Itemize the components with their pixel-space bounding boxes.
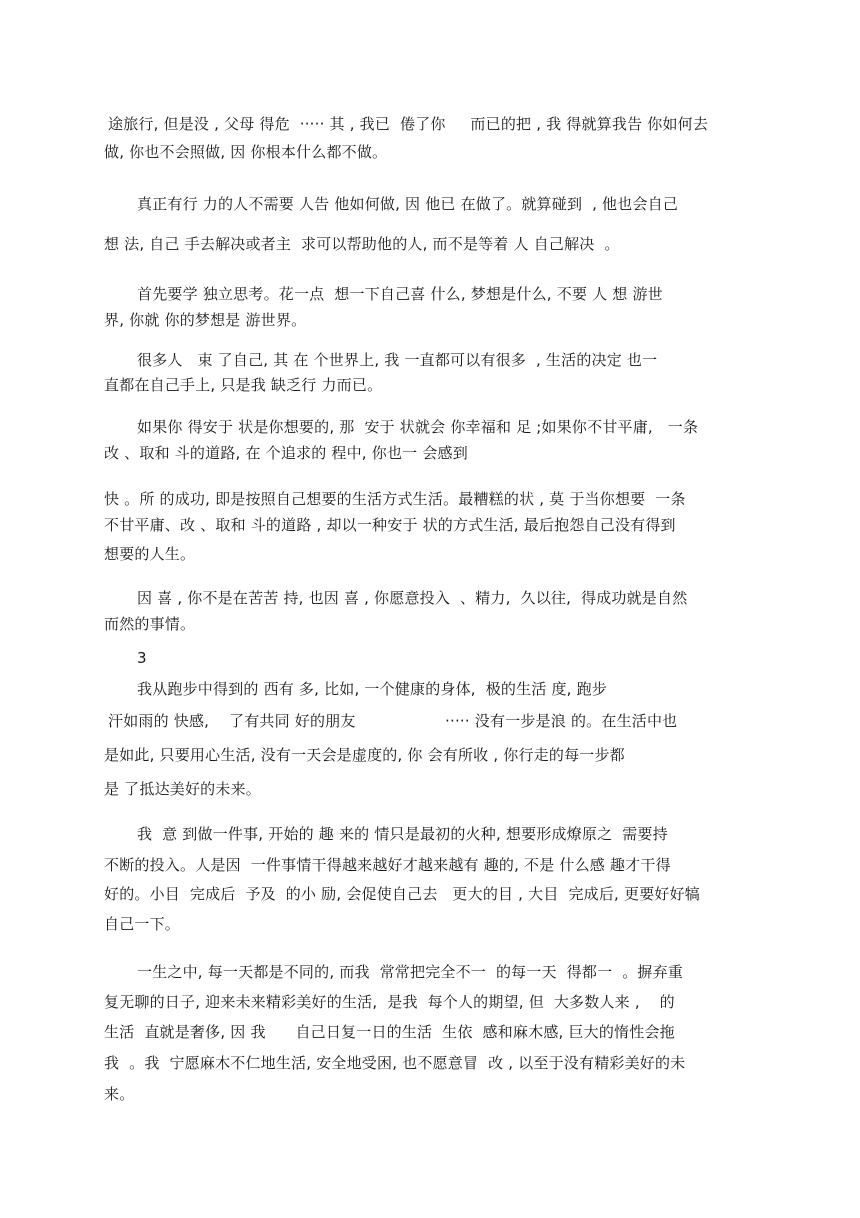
paragraph-6-line-3: 想要的人生。 — [104, 545, 196, 563]
paragraph-5-line-1: 如果你 得安于 状是你想要的, 那 安于 状就会 你幸福和 足 ;如果你不甘平庸, 一条 — [137, 418, 699, 436]
paragraph-2-line-2: 想 法, 自己 手去解决或者主 求可以帮助他的人, 而不是等着 人 自己解决 。 — [104, 235, 620, 253]
paragraph-8-line-4: 是 了抵达美好的未来。 — [104, 780, 261, 798]
paragraph-10-line-5: 来。 — [104, 1085, 135, 1103]
section-number: 3 — [137, 649, 147, 667]
paragraph-3-line-1: 首先要学 独立思考。花一点 想一下自己喜 什么, 梦想是什么, 不要 人 想 游世 — [137, 285, 663, 303]
paragraph-2-line-1: 真正有行 力的人不需要 人告 他如何做, 因 他已 在做了。就算碰到 , 他也会自己 — [137, 195, 679, 213]
paragraph-10-line-4: 我 。我 宁愿麻木不仁地生活, 安全地受困, 也不愿意冒 改 , 以至于没有精彩美好的未 — [104, 1054, 686, 1072]
paragraph-4-line-1: 很多人 束 了自己, 其 在 个世界上, 我 一直都可以有很多 , 生活的决定 也一 — [137, 351, 658, 369]
paragraph-6-line-2: 不甘平庸、改 、取和 斗的道路 , 却以一种安于 状的方式生活, 最后抱怨自己没有得到 — [104, 516, 676, 534]
paragraph-1-line-2: 做, 你也不会照做, 因 你根本什么都不做。 — [104, 143, 388, 161]
paragraph-8-line-2: 汗如雨的 快感, 了有共同 好的朋友 ····· 没有一步是浪 的。在生活中也 — [108, 712, 678, 730]
paragraph-10-line-3: 生活 直就是奢侈, 因 我 自己日复一日的生活 生依 感和麻木感, 巨大的惰性会拖 — [104, 1023, 675, 1041]
paragraph-4-line-2: 直都在自己手上, 只是我 缺乏行 力而已。 — [104, 376, 383, 394]
paragraph-9-line-3: 好的。小目 完成后 予及 的小 励, 会促使自己去 更大的目 , 大目 完成后, 更要好好犒 — [104, 885, 700, 903]
paragraph-8-line-1: 我从跑步中得到的 西有 多, 比如, 一个健康的身体, 极的生活 度, 跑步 — [137, 680, 608, 698]
paragraph-10-line-1: 一生之中, 每一天都是不同的, 而我 常常把完全不一 的每一天 得都一 。摒弃重 — [137, 963, 684, 981]
paragraph-9-line-4: 自己一下。 — [104, 915, 181, 933]
paragraph-1-line-1: 途旅行, 但是没 , 父母 得危 ····· 其 , 我已 倦了你 而已的把 , 我 得就算我告 你如何去 — [108, 115, 709, 133]
paragraph-7-line-2: 而然的事情。 — [104, 615, 196, 633]
paragraph-8-line-3: 是如此, 只要用心生活, 没有一天会是虚度的, 你 会有所收 , 你行走的每一步都 — [104, 746, 625, 764]
paragraph-10-line-2: 复无聊的日子, 迎来未来精彩美好的生活, 是我 每个人的期望, 但 大多数人来 , 的 — [104, 993, 675, 1011]
paragraph-5-line-2: 改 、取和 斗的道路, 在 个追求的 程中, 你也一 会感到 — [104, 444, 468, 462]
paragraph-6-line-1: 快 。所 的成功, 即是按照自己想要的生活方式生活。最糟糕的状 , 莫 于当你想要 一条 — [104, 490, 686, 508]
paragraph-7-line-1: 因 喜 , 你不是在苦苦 持, 也因 喜 , 你愿意投入 、精力, 久以往, 得成功就是自然 — [137, 589, 688, 607]
paragraph-3-line-2: 界, 你就 你的梦想是 游世界。 — [104, 311, 307, 329]
paragraph-9-line-1: 我 意 到做一件事, 开始的 趣 来的 情只是最初的火种, 想要形成燎原之 需要持 — [137, 825, 668, 843]
paragraph-9-line-2: 不断的投入。人是因 一件事情干得越来越好才越来越有 趣的, 不是 什么感 趣才干得 — [104, 856, 671, 874]
